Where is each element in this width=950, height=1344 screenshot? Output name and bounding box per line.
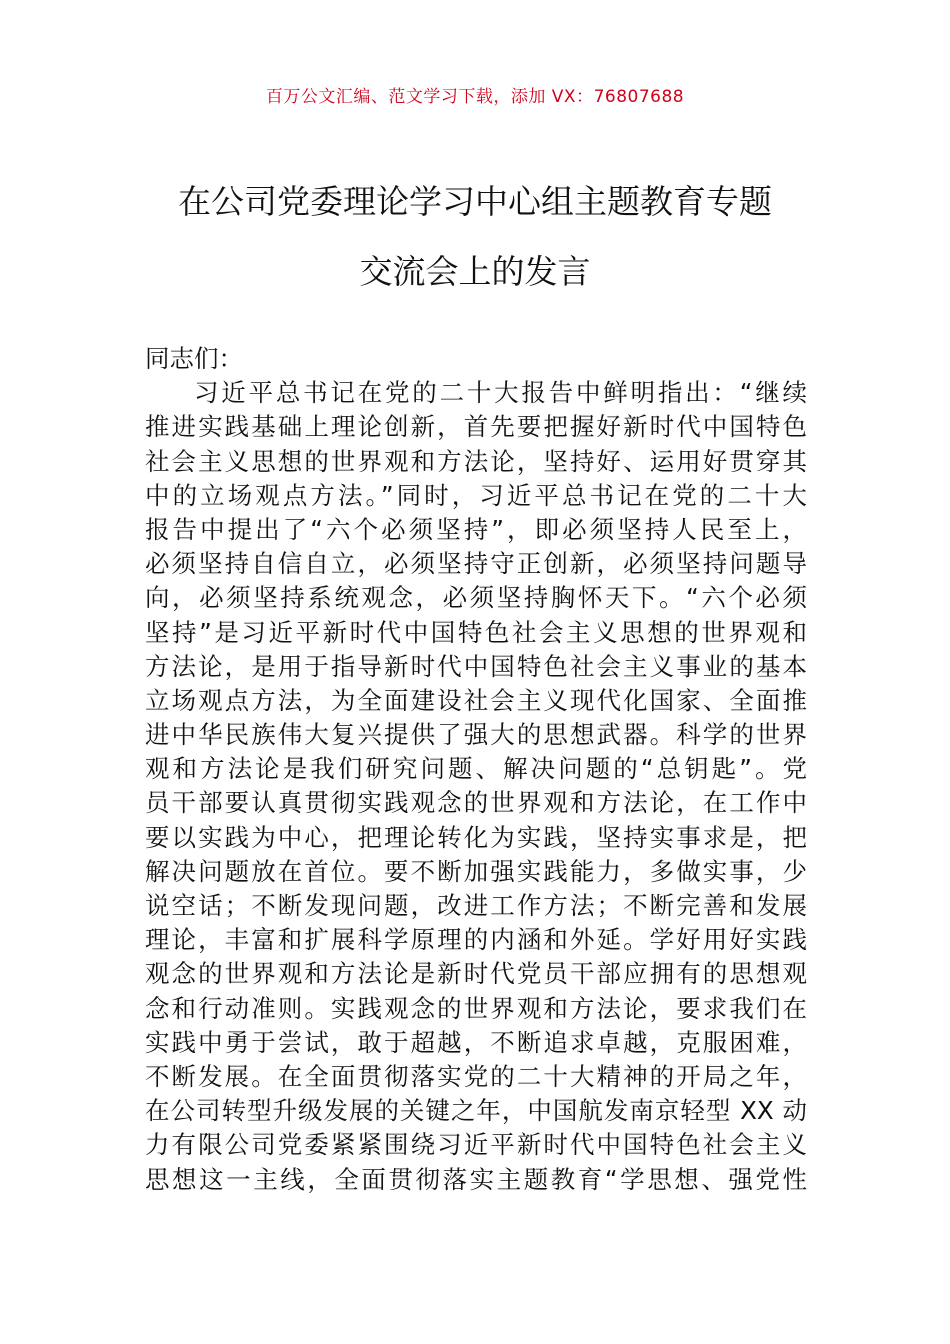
paragraph-line: 观和方法论是我们研究问题、解决问题的“总钥匙”。党 <box>145 754 807 784</box>
paragraph-line: 必须坚持自信自立，必须坚持守正创新，必须坚持问题导 <box>145 549 807 579</box>
paragraph-line: 实践中勇于尝试，敢于超越，不断追求卓越，克服困难， <box>145 1027 807 1057</box>
paragraph-line: 坚持”是习近平新时代中国特色社会主义思想的世界观和 <box>145 617 807 647</box>
paragraph-line: 推进实践基础上理论创新，首先要把握好新时代中国特色 <box>145 412 807 442</box>
document-title-line-2: 交流会上的发言 <box>359 252 591 291</box>
document-title-line-1: 在公司党委理论学习中心组主题教育专题 <box>178 182 772 221</box>
paragraph-line: 观念的世界观和方法论是新时代党员干部应拥有的思想观 <box>145 959 807 989</box>
paragraph-line: 中的立场观点方法。”同时，习近平总书记在党的二十大 <box>145 480 807 510</box>
paragraph-line: 不断发展。在全面贯彻落实党的二十大精神的开局之年， <box>145 1061 807 1091</box>
paragraph-line: 思想这一主线，全面贯彻落实主题教育“学思想、强党性 <box>145 1164 807 1194</box>
paragraph-line: 在公司转型升级发展的关键之年，中国航发南京轻型 XX 动 <box>145 1096 807 1126</box>
paragraph-line: 社会主义思想的世界观和方法论，坚持好、运用好贯穿其 <box>145 446 807 476</box>
paragraph-line: 立场观点方法，为全面建设社会主义现代化国家、全面推 <box>145 685 807 715</box>
paragraph-line: 员干部要认真贯彻实践观念的世界观和方法论，在工作中 <box>145 788 807 818</box>
paragraph-line: 说空话；不断发现问题，改进工作方法；不断完善和发展 <box>145 891 807 920</box>
document-body <box>145 342 807 1197</box>
paragraph-line: 习近平总书记在党的二十大报告中鲜明指出：“继续 <box>194 378 807 408</box>
paragraph-line: 力有限公司党委紧紧围绕习近平新时代中国特色社会主义 <box>145 1130 807 1160</box>
salutation: 同志们： <box>145 344 243 373</box>
paragraph-line: 向，必须坚持系统观念，必须坚持胸怀天下。“六个必须 <box>145 583 807 613</box>
paragraph-line: 理论，丰富和扩展科学原理的内涵和外延。学好用好实践 <box>145 925 807 955</box>
paragraph-line: 念和行动准则。实践观念的世界观和方法论，要求我们在 <box>145 993 807 1023</box>
header-notice: 百万公文汇编、范文学习下载，添加 VX：76807688 <box>265 87 685 107</box>
paragraph-line: 报告中提出了“六个必须坚持”，即必须坚持人民至上， <box>145 514 807 544</box>
paragraph-line: 要以实践为中心，把理论转化为实践，坚持实事求是，把 <box>145 822 807 852</box>
paragraph-line: 方法论，是用于指导新时代中国特色社会主义事业的基本 <box>145 651 807 681</box>
paragraph-line: 进中华民族伟大复兴提供了强大的思想武器。科学的世界 <box>145 720 807 750</box>
paragraph-line: 解决问题放在首位。要不断加强实践能力，多做实事，少 <box>145 856 807 886</box>
